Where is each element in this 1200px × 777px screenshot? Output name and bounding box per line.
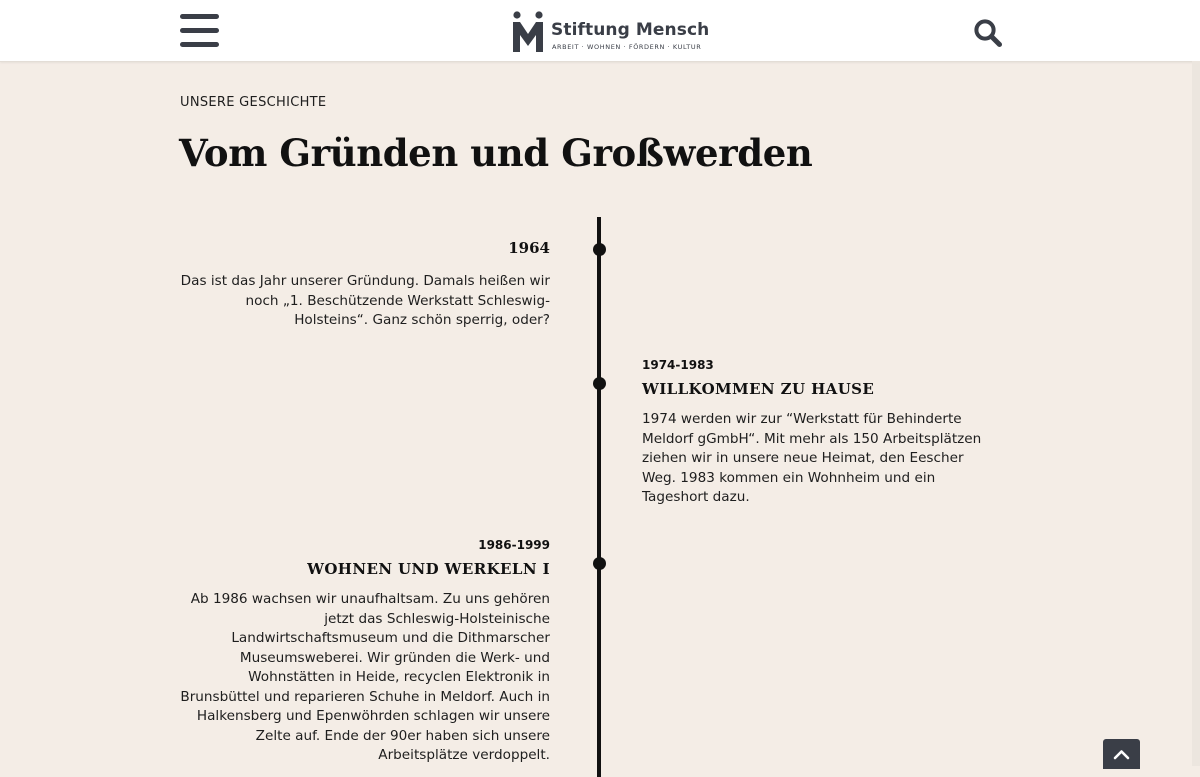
page-title: Vom Gründen und Großwerden (179, 131, 813, 175)
hamburger-menu-icon[interactable] (180, 14, 219, 48)
logo-mark-icon (512, 11, 544, 53)
timeline-text: Ab 1986 wachsen wir unaufhaltsam. Zu uns gehören jetzt das Schleswig-Holsteinische Landwirtschaftsmuseum und die Dithmarscher Museumsweberei. Wir gründen die Werk- und Wohnstätten in Heide, recyclen Elektronik in Brunsbüttel und reparieren Schuhe in Meldorf. Auch in Halkensberg und Epenwöhrden schlagen wir unsere Zelte auf. Ende der 90er haben sich unsere Arbeitsplätze verdoppelt. (180, 591, 550, 763)
timeline-heading: WOHNEN UND WERKELN I (307, 560, 550, 578)
timeline-dot (593, 377, 606, 390)
timeline-year: 1974-1983 (642, 358, 714, 372)
site-header (0, 0, 1200, 62)
scrollbar[interactable] (1192, 61, 1200, 766)
timeline-entry-1986-1999 (180, 538, 550, 766)
timeline-entry-1974-1983 (642, 358, 987, 508)
logo-tagline: ARBEIT · WOHNEN · FÖRDERN · KULTUR (552, 43, 702, 51)
timeline-heading: WILLKOMMEN ZU HAUSE (642, 380, 875, 398)
timeline-year: 1986-1999 (478, 538, 550, 552)
timeline-dot (593, 557, 606, 570)
timeline-entry-1964 (180, 239, 550, 331)
timeline-year: 1964 (508, 239, 550, 257)
chevron-up-icon (1103, 739, 1140, 769)
back-to-top-button[interactable] (1103, 739, 1140, 769)
site-logo[interactable] (512, 11, 710, 55)
timeline-line (597, 217, 601, 777)
logo-name: Stiftung Mensch (551, 20, 710, 40)
timeline-dot (593, 243, 606, 256)
timeline-text: 1974 werden wir zur “Werkstatt für Behinderte Meldorf gGmbH“. Mit mehr als 150 Arbeitsplätzen ziehen wir in unsere neue Heimat, den Eescher Weg. 1983 kommen ein Wohnheim und ein Tageshort dazu. (642, 411, 982, 505)
timeline-text: Das ist das Jahr unserer Gründung. Damals heißen wir noch „1. Beschützende Werkstatt Schleswig-Holsteins“. Ganz schön sperrig, oder? (180, 273, 550, 328)
search-icon[interactable] (973, 18, 1003, 48)
page-kicker: UNSERE GESCHICHTE (180, 95, 327, 110)
